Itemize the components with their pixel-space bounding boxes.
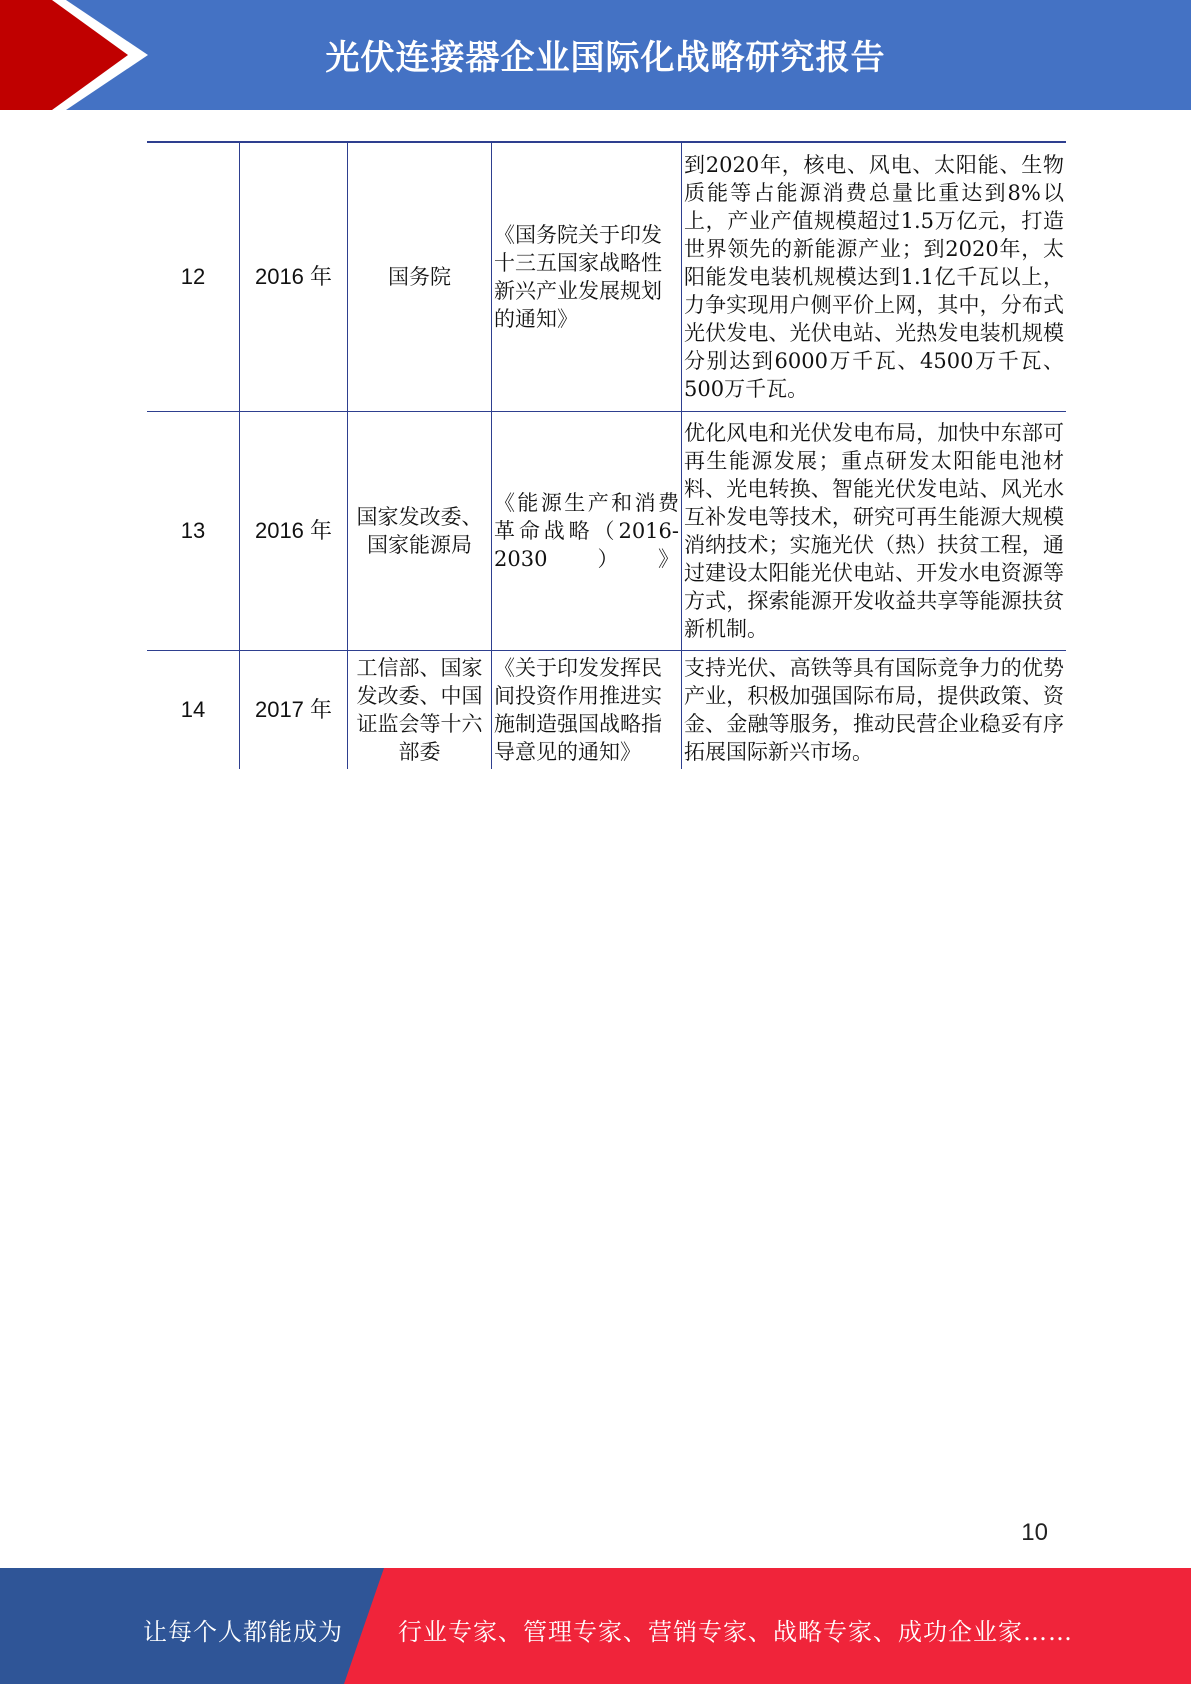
row-document: 《国务院关于印发十三五国家战略性新兴产业发展规划的通知》 xyxy=(492,142,682,412)
row-content: 到2020年，核电、风电、太阳能、生物质能等占能源消费总量比重达到8%以上，产业产值规模超过1.5万亿元，打造世界领先的新能源产业；到2020年，太阳能发电装机规模达到1.1亿千瓦以上，力争实现用户侧平价上网，其中，分布式光伏发电、光伏电站、光热发电装机规模分别达到6000万千瓦、4500万千瓦、500万千瓦。 xyxy=(682,142,1067,412)
row-document: 《能源生产和消费革命战略（2016-2030）》 xyxy=(492,412,682,651)
row-department: 国家发改委、国家能源局 xyxy=(348,412,492,651)
row-department: 工信部、国家发改委、中国证监会等十六部委 xyxy=(348,651,492,770)
row-number: 14 xyxy=(147,651,240,770)
policy-table xyxy=(147,141,1066,769)
footer-slogan-left: 让每个人都能成为 xyxy=(143,1618,343,1646)
row-number: 12 xyxy=(147,142,240,412)
row-content: 支持光伏、高铁等具有国际竞争力的优势产业，积极加强国际布局，提供政策、资金、金融等服务，推动民营企业稳妥有序拓展国际新兴市场。 xyxy=(682,651,1067,770)
table-row xyxy=(147,412,1066,651)
row-year: 2016 年 xyxy=(240,142,348,412)
row-content: 优化风电和光伏发电布局，加快中东部可再生能源发展；重点研发太阳能电池材料、光电转换、智能光伏发电站、风光水互补发电等技术，研究可再生能源大规模消纳技术；实施光伏（热）扶贫工程，通过建设太阳能光伏电站、开发水电资源等方式，探索能源开发收益共享等能源扶贫新机制。 xyxy=(682,412,1067,651)
row-year: 2017 年 xyxy=(240,651,348,770)
row-department: 国务院 xyxy=(348,142,492,412)
policy-table-container xyxy=(147,141,1066,769)
row-year: 2016 年 xyxy=(240,412,348,651)
page-header xyxy=(0,0,1191,110)
page-number: 10 xyxy=(1021,1519,1048,1546)
footer-slogan-right: 行业专家、管理专家、营销专家、战略专家、成功企业家…… xyxy=(398,1618,1073,1646)
row-document: 《关于印发发挥民间投资作用推进实施制造强国战略指导意见的通知》 xyxy=(492,651,682,770)
row-number: 13 xyxy=(147,412,240,651)
page-footer xyxy=(0,1568,1191,1684)
table-row xyxy=(147,142,1066,412)
table-row xyxy=(147,651,1066,770)
document-title: 光伏连接器企业国际化战略研究报告 xyxy=(325,38,886,78)
